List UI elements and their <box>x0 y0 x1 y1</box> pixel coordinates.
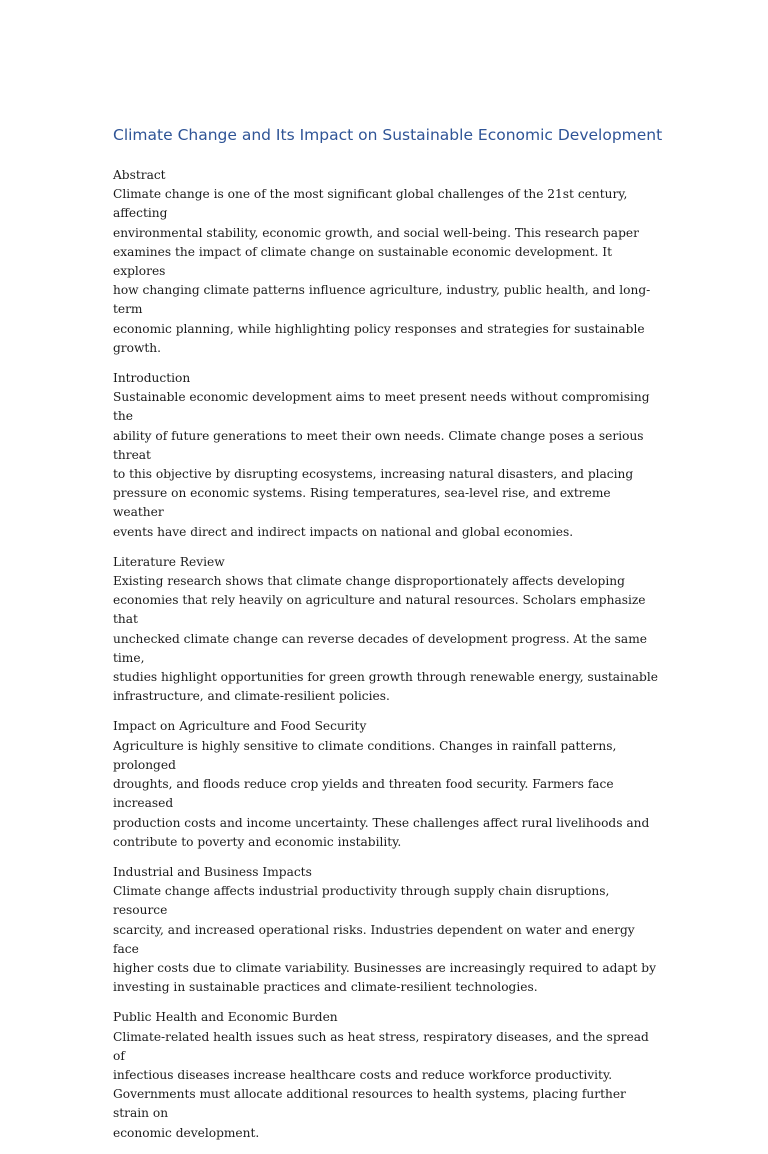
body-line: how changing climate patterns influence agriculture, industry, public health, and long-term <box>113 283 651 317</box>
body-line: growth. <box>113 340 162 355</box>
body-line: Agriculture is highly sensitive to climate conditions. Changes in rainfall patterns, prolonged <box>113 738 617 772</box>
body-line: infrastructure, and climate-resilient policies. <box>113 689 390 704</box>
document-title: Climate Change and Its Impact on Sustainable Economic Development <box>113 126 663 144</box>
body-line: environmental stability, economic growth, and social well-being. This research paper <box>113 225 639 240</box>
body-line: Sustainable economic development aims to meet present needs without compromising the <box>113 390 650 424</box>
document-content <box>113 124 661 1154</box>
body-line: droughts, and floods reduce crop yields and threaten food security. Farmers face increased <box>113 777 614 811</box>
sections-container <box>113 166 661 1143</box>
section-heading: Literature Review <box>113 554 225 569</box>
body-line: to this objective by disrupting ecosystems, increasing natural disasters, and placing <box>113 467 634 482</box>
body-line: economic development. <box>113 1125 260 1140</box>
body-line: events have direct and indirect impacts on national and global economies. <box>113 524 574 539</box>
body-line: economic planning, while highlighting policy responses and strategies for sustainable <box>113 321 645 336</box>
body-line: Existing research shows that climate change disproportionately affects developing <box>113 574 625 589</box>
body-line: ability of future generations to meet their own needs. Climate change poses a serious threat <box>113 428 644 462</box>
body-line: pressure on economic systems. Rising temperatures, sea-level rise, and extreme weather <box>113 486 611 520</box>
section-literature-review <box>113 553 661 707</box>
section-heading: Introduction <box>113 371 191 386</box>
body-line: economies that rely heavily on agriculture and natural resources. Scholars emphasize that <box>113 593 646 627</box>
section-industrial-and-business-impacts <box>113 863 661 997</box>
body-line: Climate change is one of the most significant global challenges of the 21st century, affecting <box>113 187 628 221</box>
body-line: investing in sustainable practices and climate-resilient technologies. <box>113 980 538 995</box>
body-line: Climate-related health issues such as heat stress, respiratory diseases, and the spread of <box>113 1029 649 1063</box>
body-line: unchecked climate change can reverse decades of development progress. At the same time, <box>113 631 647 665</box>
section-heading: Impact on Agriculture and Food Security <box>113 719 367 734</box>
body-line: studies highlight opportunities for green growth through renewable energy, sustainable <box>113 670 658 685</box>
body-line: examines the impact of climate change on sustainable economic development. It explores <box>113 244 613 279</box>
section-abstract <box>113 166 661 358</box>
body-line: higher costs due to climate variability. Businesses are increasingly required to adapt by <box>113 960 656 975</box>
section-public-health-and-economic-burden <box>113 1008 661 1142</box>
body-line: production costs and income uncertainty. These challenges affect rural livelihoods and <box>113 815 650 830</box>
section-heading: Public Health and Economic Burden <box>113 1010 338 1025</box>
section-impact-on-agriculture-and-food-security <box>113 717 661 851</box>
section-introduction <box>113 369 661 542</box>
body-line: Climate change affects industrial productivity through supply chain disruptions, resource <box>113 884 610 918</box>
body-line: infectious diseases increase healthcare costs and reduce workforce productivity. <box>113 1067 613 1082</box>
body-line: contribute to poverty and economic instability. <box>113 834 402 849</box>
section-heading: Abstract <box>113 168 166 182</box>
body-line: Governments must allocate additional resources to health systems, placing further strain on <box>113 1087 626 1121</box>
body-line: scarcity, and increased operational risks. Industries dependent on water and energy face <box>113 922 635 956</box>
section-heading: Industrial and Business Impacts <box>113 864 312 879</box>
